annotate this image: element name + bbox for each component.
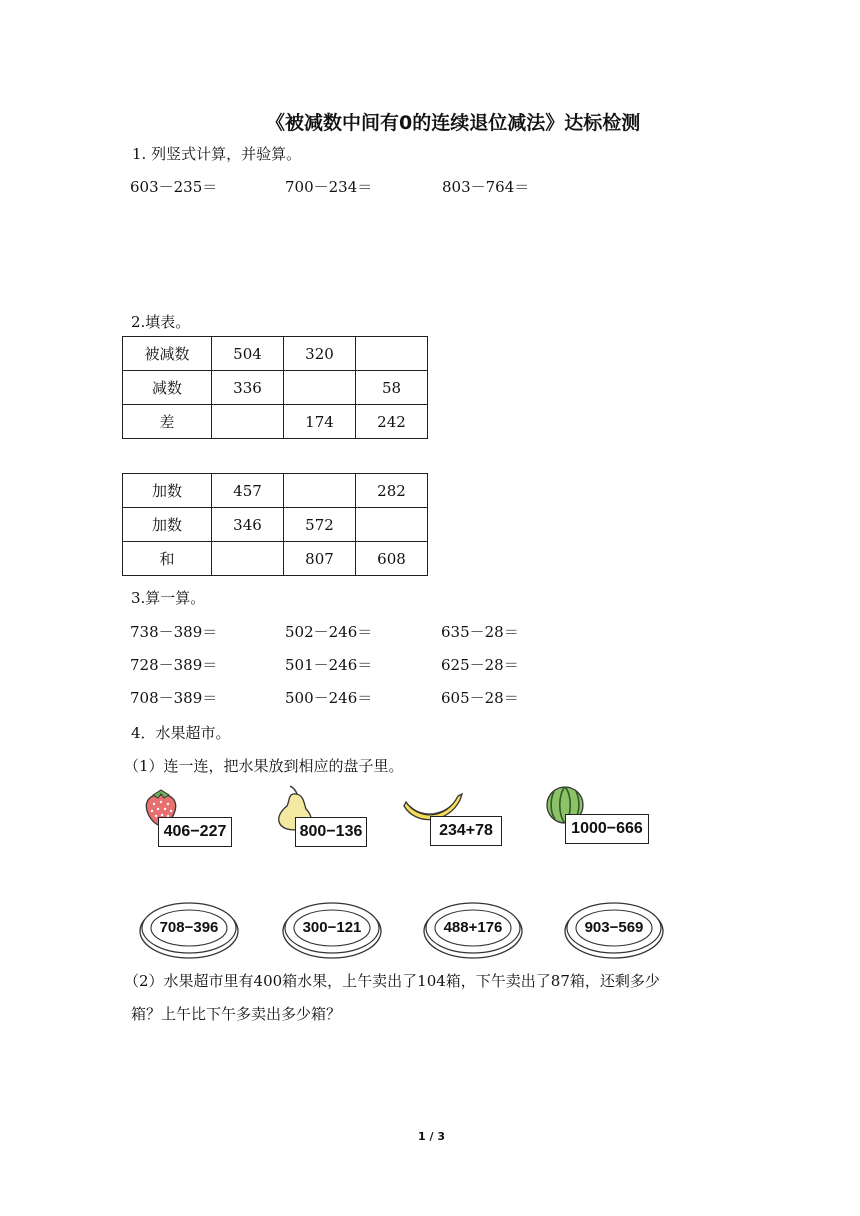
plate-label: 488+176 (443, 919, 503, 936)
q3-item: 500－246＝ (285, 689, 373, 707)
table-cell: 320 (284, 337, 356, 371)
table-cell (356, 337, 428, 371)
table-cell: 807 (284, 542, 356, 576)
page-title: 《被减数中间有0的连续退位减法》达标检测 (266, 112, 641, 134)
q3-item: 625－28＝ (441, 656, 519, 674)
plate (422, 898, 524, 960)
q2-heading: 2.填表。 (131, 313, 191, 331)
q4-part2-line1: （2）水果超市里有400箱水果，上午卖出了104箱，下午卖出了87箱，还剩多少 (124, 972, 660, 990)
fruit-card-strawberry: 406−227 (158, 817, 232, 847)
table-cell: 346 (212, 508, 284, 542)
table-row (123, 508, 428, 542)
addition-table (122, 473, 428, 576)
table-row (123, 542, 428, 576)
q1-item: 603－235＝ (130, 178, 218, 196)
q3-item: 708－389＝ (130, 689, 218, 707)
q3-item: 635－28＝ (441, 623, 519, 641)
subtraction-table (122, 336, 428, 439)
q3-item: 502－246＝ (285, 623, 373, 641)
plate (138, 898, 240, 960)
q4-part1: （1）连一连，把水果放到相应的盘子里。 (124, 757, 404, 775)
q3-heading: 3.算一算。 (131, 589, 206, 607)
table-cell: 242 (356, 405, 428, 439)
table-cell: 加数 (123, 474, 212, 508)
q3-item: 605－28＝ (441, 689, 519, 707)
table-row (123, 371, 428, 405)
table-cell (212, 405, 284, 439)
table-row (123, 474, 428, 508)
table-cell: 336 (212, 371, 284, 405)
q3-item: 728－389＝ (130, 656, 218, 674)
table-cell (284, 474, 356, 508)
fruit-card-pear: 800−136 (295, 817, 367, 847)
q3-item: 738－389＝ (130, 623, 218, 641)
q1-heading: 1. 列竖式计算，并验算。 (132, 145, 302, 163)
table-cell: 被减数 (123, 337, 212, 371)
table-cell (284, 371, 356, 405)
q1-item: 803－764＝ (442, 178, 530, 196)
table-cell: 减数 (123, 371, 212, 405)
table-cell: 差 (123, 405, 212, 439)
page-number: 1 / 3 (418, 1130, 445, 1143)
plate-label: 708−396 (159, 919, 219, 936)
fruit-card-banana: 234+78 (430, 816, 502, 846)
table-cell: 572 (284, 508, 356, 542)
table-row (123, 337, 428, 371)
table-cell: 58 (356, 371, 428, 405)
q4-part2-line2: 箱？上午比下午多卖出多少箱？ (131, 1005, 342, 1023)
table-row (123, 405, 428, 439)
plate-label: 903−569 (584, 919, 644, 936)
table-cell: 和 (123, 542, 212, 576)
q4-heading: 4．水果超市。 (131, 724, 231, 742)
plate (563, 898, 665, 960)
plate (281, 898, 383, 960)
table-cell: 174 (284, 405, 356, 439)
table-cell (356, 508, 428, 542)
table-cell: 加数 (123, 508, 212, 542)
table-cell: 504 (212, 337, 284, 371)
plate-label: 300−121 (302, 919, 362, 936)
q1-item: 700－234＝ (285, 178, 373, 196)
table-cell: 457 (212, 474, 284, 508)
fruit-card-watermelon: 1000−666 (565, 814, 649, 844)
table-cell: 608 (356, 542, 428, 576)
table-cell (212, 542, 284, 576)
table-cell: 282 (356, 474, 428, 508)
q3-item: 501－246＝ (285, 656, 373, 674)
